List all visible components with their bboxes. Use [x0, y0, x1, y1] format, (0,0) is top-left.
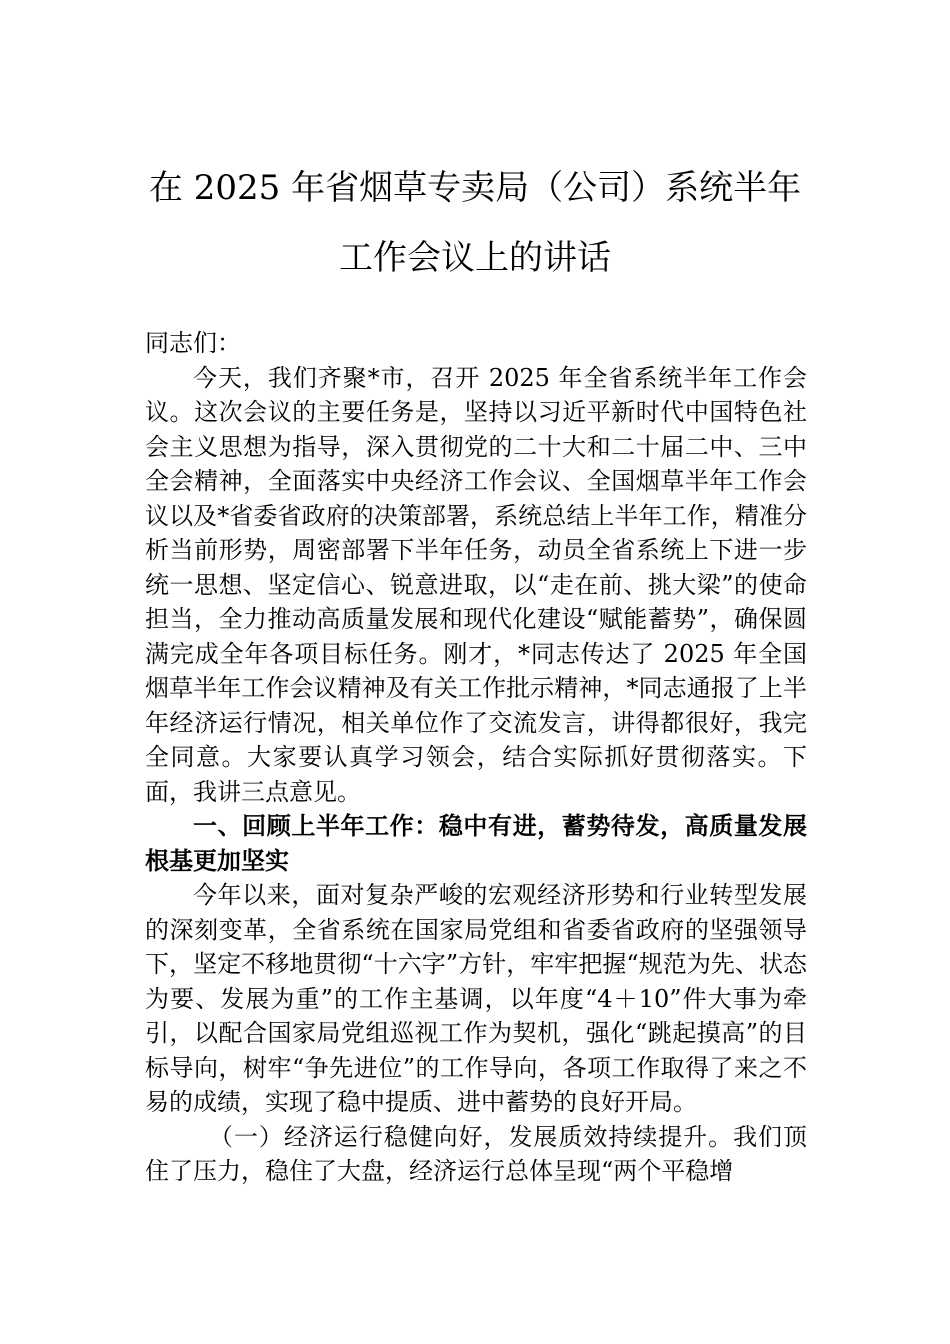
section-heading-1: 一、回顾上半年工作：稳中有进，蓄势待发，高质量发展根基更加坚实 — [145, 811, 807, 875]
document-body — [145, 326, 807, 1189]
document-title-line-1: 在 2025 年省烟草专卖局（公司）系统半年 — [148, 168, 802, 208]
document-title-line-2: 工作会议上的讲话 — [339, 238, 611, 278]
paragraph-review: 今年以来，面对复杂严峻的宏观经济形势和行业转型发展的深刻变革，全省系统在国家局党组和省委省政府的坚强领导下，坚定不移地贯彻“十六字”方针，牢牢把握“规范为先、状态为要、发展为重”的工作主基调，以年度“4＋10”件大事为牵引，以配合国家局党组巡视工作为契机，强化“跳起摸高”的目标导向，树牢“争先进位”的工作导向，各项工作取得了来之不易的成绩，实现了稳中提质、进中蓄势的良好开局。 — [145, 881, 807, 1116]
paragraph-opening: 今天，我们齐聚*市，召开 2025 年全省系统半年工作会议。这次会议的主要任务是，坚持以习近平新时代中国特色社会主义思想为指导，深入贯彻党的二十大和二十届二中、三中全会精神，全面落实中央经济工作会议、全国烟草半年工作会议以及*省委省政府的决策部署，系统总结上半年工作，精准分析当前形势，周密部署下半年任务，动员全省系统上下进一步统一思想、坚定信心、锐意进取，以“走在前、挑大梁”的使命担当，全力推动高质量发展和现代化建设“赋能蓄势”，确保圆满完成全年各项目标任务。刚才，*同志传达了 2025 年全国烟草半年工作会议精神及有关工作批示精神，*同志通报了上半年经济运行情况，相关单位作了交流发言，讲得都很好，我完全同意。大家要认真学习领会，结合实际抓好贯彻落实。下面，我讲三点意见。 — [145, 363, 807, 806]
paragraph-subsection-1: （一）经济运行稳健向好，发展质效持续提升。我们顶住了压力，稳住了大盘，经济运行总体呈现“两个平稳增 — [145, 1122, 807, 1185]
salutation: 同志们： — [145, 329, 241, 357]
